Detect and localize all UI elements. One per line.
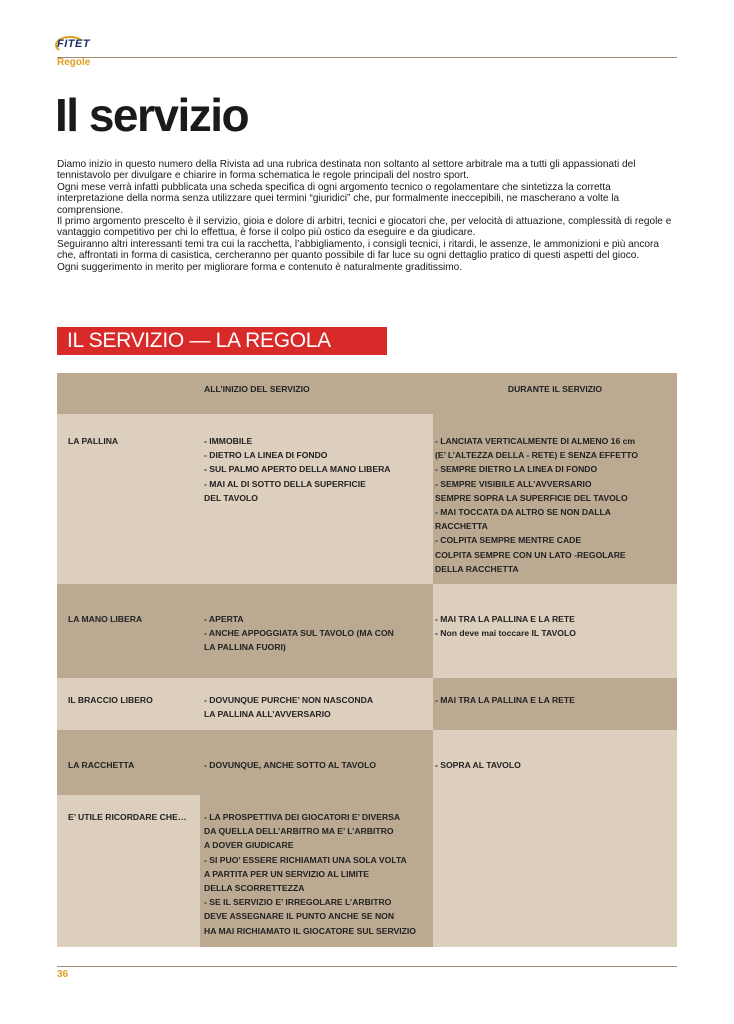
row-line: - SE IL SERVIZIO E’ IRREGOLARE L’ARBITRO [204,897,392,908]
row-line: - MAI AL DI SOTTO DELLA SUPERFICIE [204,478,366,489]
row-line: - COLPITA SEMPRE MENTRE CADE [435,535,582,546]
table-header-col3: DURANTE IL SERVIZIO [433,373,677,414]
row-line: DELLA RACCHETTA [435,563,519,574]
table-row [57,730,677,795]
row-line: DEL TAVOLO [204,492,258,503]
section-label: Regole [57,57,91,68]
row-label: LA RACCHETTA [57,730,200,795]
intro-text [57,159,679,273]
row-line: - MAI TOCCATA DA ALTRO SE NON DALLA [435,507,611,518]
row-line: A PARTITA PER UN SERVIZIO AL LIMITE [204,868,370,879]
intro-paragraph: Seguiranno altri interessanti temi tra cui la racchetta, l’abbigliamento, i consigli tecnici, i ritardi, le assenze, le ammonizioni e più ancora che, affrontati in forma di casistica, cercheranno per quanto possibile di far luce su ogni dettaglio pratico di questi aspetti del gioco. [57,238,659,262]
row-line: - MAI TRA LA PALLINA E LA RETE [435,614,575,624]
row-line: - LANCIATA VERTICALMENTE DI ALMENO 16 cm [435,436,636,446]
fitet-logo: FITET [57,38,91,50]
row-line: HA MAI RICHIAMATO IL GIOCATORE SUL SERVIZIO [204,925,416,936]
row-line: - MAI TRA LA PALLINA E LA RETE [435,695,575,705]
table-row [57,414,677,584]
row-col2 [200,795,433,947]
row-line: - LA PROSPETTIVA DEI GIOCATORI E’ DIVERSA [204,812,401,822]
row-line: A DOVER GIUDICARE [204,840,294,851]
row-line: - ANCHE APPOGGIATA SUL TAVOLO (MA CON [204,628,394,639]
intro-paragraph: Ogni mese verrà infatti pubblicata una scheda specifica di ogni argomento tecnico o regolamentare che sintetizza la corretta interpretazione della norma senza utilizzare quei termini “giuridici” che, pur formalmente ineccepibili, ne mascherano a volte la comprensione. [57,181,620,216]
row-label: IL BRACCIO LIBERO [57,678,200,730]
header-rule [57,57,677,58]
section-band [57,327,387,355]
row-line: - APERTA [204,614,244,624]
row-line: DA QUELLA DELL’ARBITRO MA E’ L’ARBITRO [204,826,394,837]
row-col2 [200,678,433,730]
row-col2 [200,730,433,795]
section-band-title: IL SERVIZIO — LA REGOLA [67,329,331,352]
table-row [57,584,677,678]
row-line: - SUL PALMO APERTO DELLA MANO LIBERA [204,464,391,475]
row-line: - DOVUNQUE PURCHE’ NON NASCONDA [204,695,374,705]
table-row [57,795,677,947]
rules-table [57,373,677,947]
row-line: - DIETRO LA LINEA DI FONDO [204,450,328,461]
footer-rule [57,966,677,967]
row-line: LA PALLINA ALL’AVVERSARIO [204,709,331,720]
row-line: - SOPRA AL TAVOLO [435,760,521,770]
row-line: DELLA SCORRETTEZZA [204,883,305,894]
row-line: - SI PUO’ ESSERE RICHIAMATI UNA SOLA VOLTA [204,854,407,865]
row-line: (E’ L’ALTEZZA DELLA - RETE) E SENZA EFFETTO [435,450,639,461]
row-line: SEMPRE SOPRA LA SUPERFICIE DEL TAVOLO [435,492,628,503]
row-line: LA PALLINA FUORI) [204,642,286,653]
row-col3 [433,414,677,584]
row-line: COLPITA SEMPRE CON UN LATO -REGOLARE [435,549,626,560]
intro-paragraph: Il primo argomento prescelto è il servizio, gioia e dolore di arbitri, tecnici e giocatori che, per velocità di attuazione, complessità di regole e vantaggio competitivo per chi lo effettua, è forse il colpo più ostico da eseguire e da giudicare. [57,216,672,239]
row-col3 [433,730,677,795]
row-label: LA MANO LIBERA [57,584,200,678]
row-line: - IMMOBILE [204,436,253,446]
row-col2 [200,414,433,584]
row-label: E’ UTILE RICORDARE CHE… [57,795,200,947]
row-line: DEVE ASSEGNARE IL PUNTO ANCHE SE NON [204,911,395,922]
row-line: RACCHETTA [435,521,488,532]
row-col3 [433,584,677,678]
row-line: - SEMPRE VISIBILE ALL’AVVERSARIO [435,478,592,489]
table-header-col2: ALL’INIZIO DEL SERVIZIO [200,373,433,414]
intro-paragraph: Ogni suggerimento in merito per migliorare forma e contenuto è naturalmente graditissimo. [57,261,463,273]
row-col3-empty [433,795,677,947]
row-label: LA PALLINA [57,414,200,584]
intro-paragraph: Diamo inizio in questo numero della Rivista ad una rubrica destinata non soltanto al settore arbitrale ma a tutti gli appassionati del tennistavolo per divulgare e chiarire in forma schematica le regole principali del nostro sport. [57,159,636,182]
row-line: - DOVUNQUE, ANCHE SOTTO AL TAVOLO [204,760,377,770]
row-col3 [433,678,677,730]
page-number: 36 [57,969,69,980]
table-header-blank [57,373,200,414]
row-line: - SEMPRE DIETRO LA LINEA DI FONDO [435,464,598,475]
row-line: - Non deve mai toccare IL TAVOLO [435,628,576,639]
table-row [57,678,677,730]
page-title: Il servizio [55,89,249,141]
row-col2 [200,584,433,678]
table-header-row [57,373,677,414]
